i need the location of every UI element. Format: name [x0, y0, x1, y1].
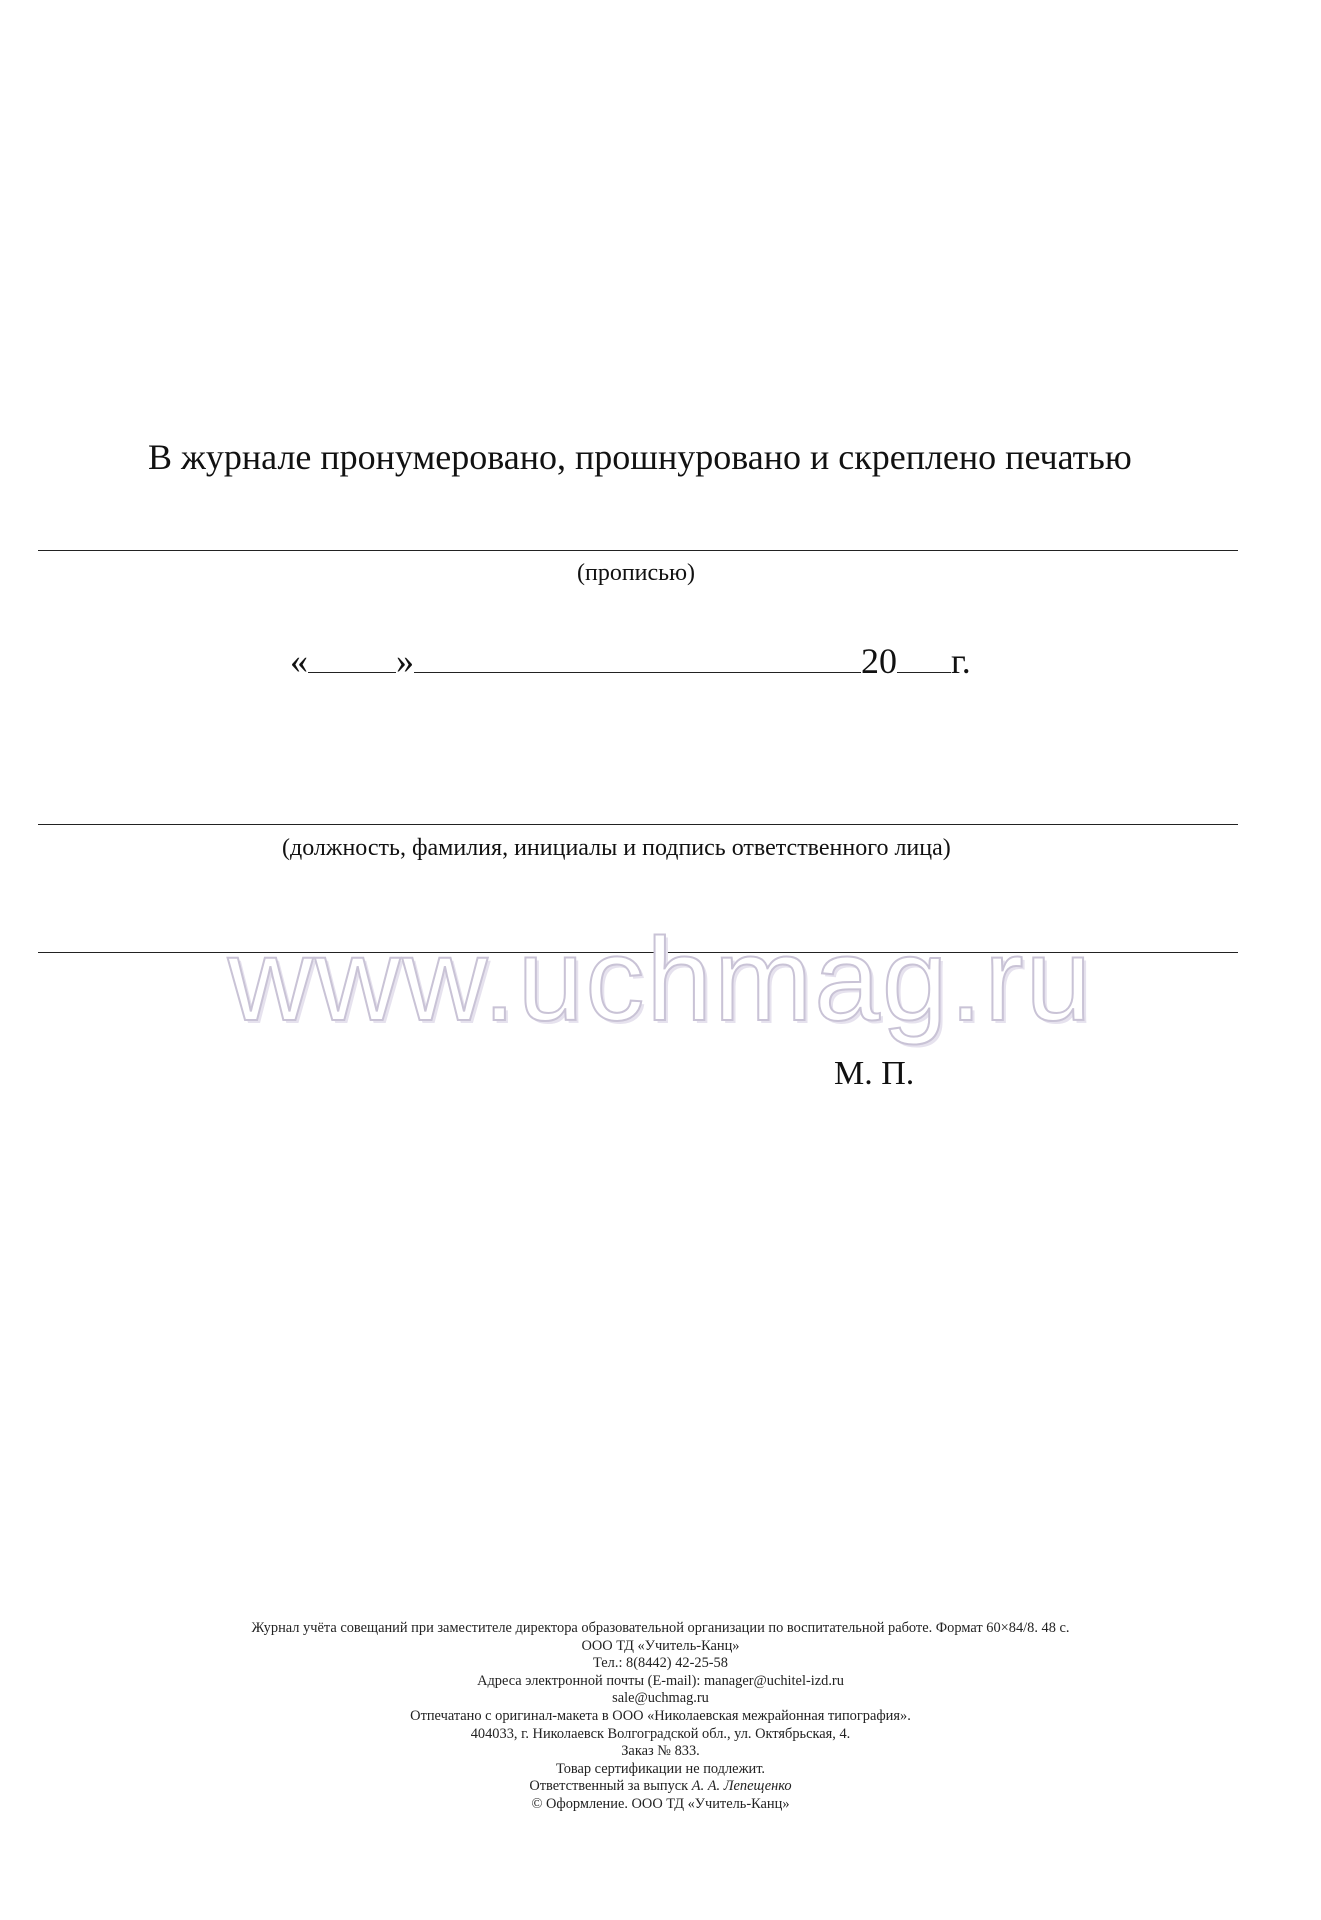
imprint-line: Отпечатано с оригинал-макета в ООО «Николаевская межрайонная типография».: [410, 1707, 911, 1724]
imprint-responsible-label: Ответственный за выпуск: [529, 1778, 692, 1795]
page-heading: В журнале пронумеровано, прошнуровано и скреплено печатью: [148, 437, 1132, 477]
imprint-line: [0, 1778, 1321, 1796]
imprint-line: Заказ № 833.: [621, 1743, 700, 1760]
imprint-responsible-name: А. А. Лепещенко: [691, 1778, 792, 1795]
imprint-block: [0, 1620, 1321, 1814]
year-prefix: 20: [861, 641, 897, 681]
imprint-line: sale@uchmag.ru: [612, 1690, 709, 1707]
imprint-line: 404033, г. Николаевск Волгоградской обл., ул. Октябрьская, 4.: [470, 1725, 851, 1742]
year-blank: [897, 642, 951, 673]
stamp-place-label: М. П.: [834, 1055, 915, 1092]
signature-line: [38, 824, 1238, 825]
close-quote: »: [396, 641, 414, 681]
watermark: www.uchmag.ru: [227, 914, 1094, 1046]
imprint-line: Тел.: 8(8442) 42-25-58: [593, 1655, 728, 1672]
imprint-line: Адреса электронной почты (E-mail): manager@uchitel-izd.ru: [477, 1672, 844, 1689]
year-suffix: г.: [951, 641, 971, 681]
imprint-line: Товар сертификации не подлежит.: [555, 1760, 766, 1777]
imprint-line: Журнал учёта совещаний при заместителе директора образовательной организации по воспитательной работе. Формат 60×84/8. 48 с.: [251, 1620, 1070, 1636]
caption-signature: (должность, фамилия, инициалы и подпись ответственного лица): [282, 835, 951, 861]
imprint-line: ООО ТД «Учитель-Канц»: [581, 1637, 740, 1654]
page-count-line: [38, 550, 1238, 551]
imprint-line: © Оформление. ООО ТД «Учитель-Канц»: [531, 1795, 790, 1812]
open-quote: «: [290, 641, 308, 681]
month-blank: [414, 642, 861, 673]
date-line: [290, 640, 971, 682]
caption-in-words: (прописью): [577, 560, 696, 586]
day-blank: [308, 642, 396, 673]
